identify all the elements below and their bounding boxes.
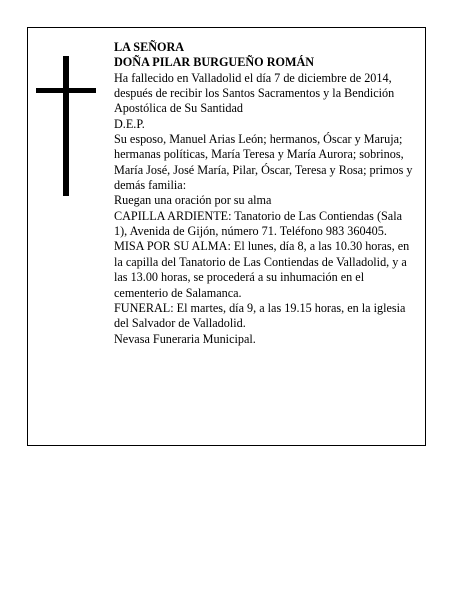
latin-cross-icon <box>36 56 96 196</box>
title-line-1: LA SEÑORA <box>114 40 185 54</box>
funeral-paragraph: FUNERAL: El martes, día 9, a las 19.15 horas, en la iglesia del Salvador de Valladolid. <box>114 300 406 331</box>
announcement-paragraph: Ha fallecido en Valladolid el día 7 de diciembre de 2014, después de recibir los Santos Sacramentos y la Bendición Apostólica de Su Santidad <box>114 70 395 116</box>
family-paragraph: Su esposo, Manuel Arias León; hermanos, Óscar y Maruja; hermanas políticas, María Teresa y María Aurora; sobrinos, María José, José María, Pilar, Óscar, Teresa y Rosa; primos y demás familia: <box>114 132 413 193</box>
deceased-name: DOÑA PILAR BURGUEÑO ROMÁN <box>114 55 315 70</box>
funeral-home: Nevasa Funeraria Municipal. <box>114 331 256 346</box>
cross-vertical-bar <box>63 56 69 196</box>
cross-horizontal-bar <box>36 88 96 93</box>
prayer-request: Ruegan una oración por su alma <box>114 193 272 208</box>
chapel-paragraph: CAPILLA ARDIENTE: Tanatorio de Las Contiendas (Sala 1), Avenida de Gijón, número 71. Teléfono 983 360405. <box>114 208 402 239</box>
rip-line: D.E.P. <box>114 116 145 131</box>
mass-paragraph: MISA POR SU ALMA: El lunes, día 8, a las 10.30 horas, en la capilla del Tanatorio de Las Contiendas de Valladolid, y a las 13.00 horas, se procederá a su inhumación en el cementerio de Salamanca. <box>114 239 410 300</box>
obituary-text <box>114 40 414 347</box>
